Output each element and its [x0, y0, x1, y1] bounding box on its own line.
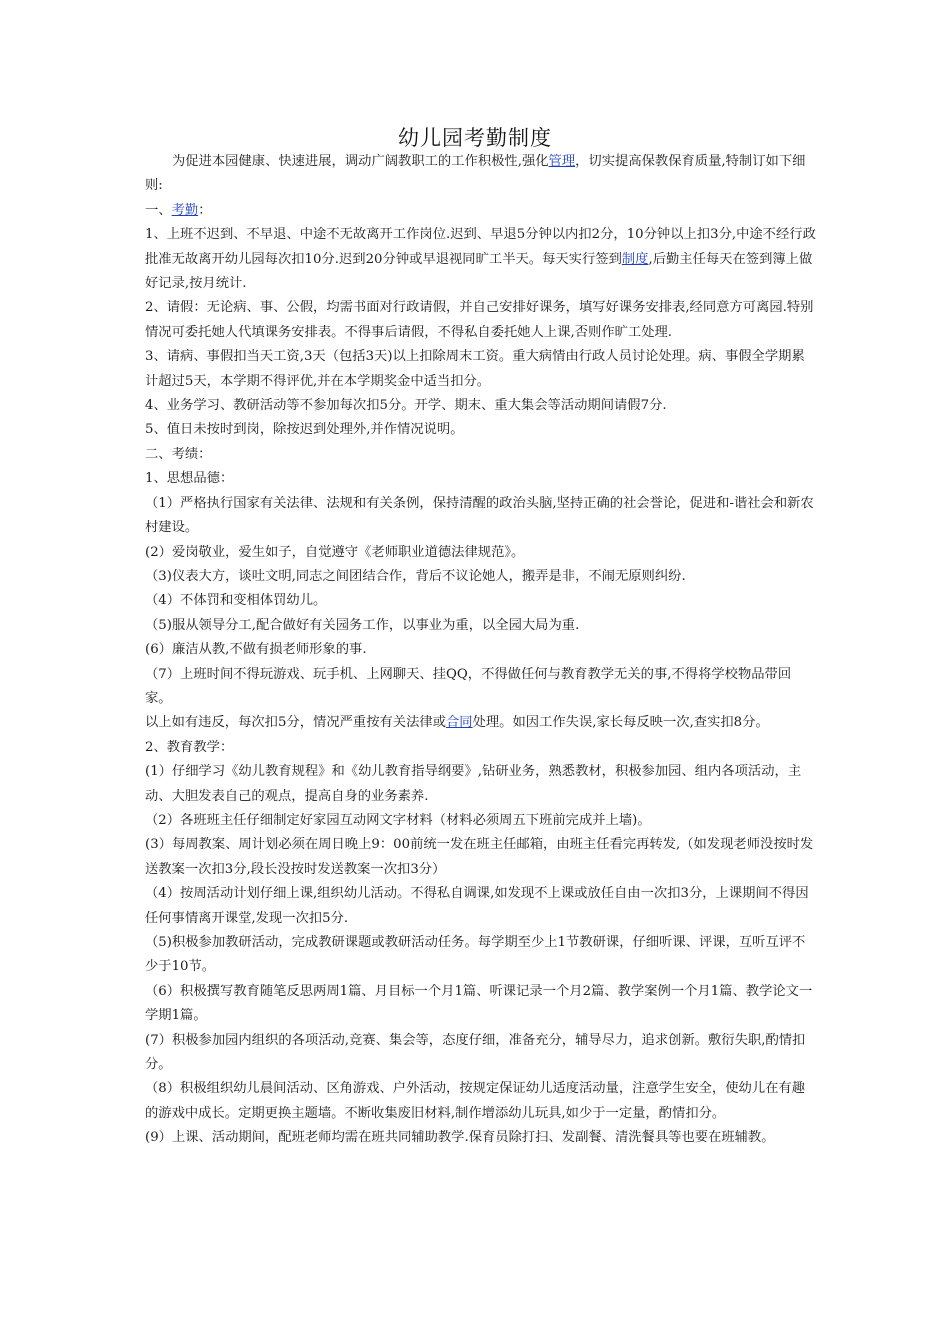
teaching-item-1: (1）仔细学习《幼儿教育规程》和《幼儿教育指导纲要》,钻研业务，熟悉教材，积极参加园、组内各项活动，主动、大胆发表自己的观点，提高自身的业务素养.	[145, 764, 802, 804]
subheading-teaching: 2、教育教学：	[145, 739, 234, 755]
contract-link[interactable]: 合同	[446, 715, 473, 731]
teaching-item-2: （2）各班班主任仔细制定好家园互动网文字材料（材料必须周五下班前完成并上墙)。	[145, 812, 651, 828]
teaching-item-7: (7）积极参加园内组织的各项活动,竞赛、集会等，态度仔细，准备充分，辅导尽力，追求创新。敷衍失职,酌情扣分。	[145, 1032, 806, 1073]
teaching-item-8: （8）积极组织幼儿晨间活动、区角游戏、户外活动，按规定保证幼儿适度活动量，注意学生安全，使幼儿在有趣的游戏中成长。定期更换主题墙。不断收集废旧材料,制作增添幼儿玩具,如少于一定量，酌情扣分。	[145, 1081, 806, 1121]
morality-note: 以上如有违反，每次扣5分，情况严重按有关法律或合同处理。如因工作失误,家长每反映一次,查实扣8分。	[145, 715, 769, 731]
attendance-item-1: 1、上班不迟到、不早退、中途不无故离开工作岗位.迟到、早退5分钟以内扣2分，10分钟以上扣3分,中途不经行政批准无故离开幼儿园每次扣10分.迟到20分钟或早退视同旷工半天。每天实行签到制度,后勤主任每天在签到簿上做好记录,按月统计.	[145, 227, 816, 292]
morality-item-7: （7）上班时间不得玩游戏、玩手机、上网聊天、挂QQ，不得做任何与教育教学无关的事,不得将学校物品带回家。	[145, 666, 792, 706]
morality-item-5: （5)服从领导分工,配合做好有关园务工作，以事业为重，以全园大局为重.	[145, 617, 580, 633]
section-heading-attendance: 一、考勤：	[145, 202, 212, 218]
teaching-item-9: (9）上课、活动期间，配班老师均需在班共同辅助教学.保育员除打扫、发副餐、清洗餐具等也要在班辅教。	[145, 1130, 775, 1146]
teaching-item-5: （5)积极参加教研活动，完成教研课题或教研活动任务。每学期至少上1节教研课，仔细听课、评课，互听互评不少于10节。	[145, 935, 806, 975]
subheading-morality: 1、思想品德：	[145, 471, 234, 487]
attendance-item-3: 3、请病、事假扣当天工资,3天（包括3天)以上扣除周末工资。重大病情由行政人员讨论处理。病、事假全学期累计超过5天，本学期不得评优,并在本学期奖金中适当扣分。	[145, 349, 805, 389]
morality-item-6: (6）廉洁从教,不做有损老师形象的事.	[145, 642, 367, 658]
teaching-item-3: (3）每周教案、周计划必须在周日晚上9：00前统一发在班主任邮箱，由班主任看完再转发,（如发现老师没按时发送教案一次扣3分,段长没按时发送教案一次扣3分）	[145, 837, 814, 877]
attendance-item-4: 4、业务学习、教研活动等不参加每次扣5分。开学、期末、重大集会等活动期间请假7分.	[145, 398, 667, 414]
section-heading-performance: 二、考绩：	[145, 446, 212, 462]
document-body	[145, 150, 817, 1151]
document-title: 幼儿园考勤制度	[398, 126, 552, 150]
attendance-item-5: 5、值日未按时到岗，除按迟到处理外,并作情况说明。	[145, 422, 464, 438]
attendance-link[interactable]: 考勤	[171, 202, 199, 218]
intro-paragraph: 为促进本园健康、快速进展，调动广阔教职工的工作积极性,强化管理，切实提高保教保育质量,特制订如下细则:	[145, 154, 806, 194]
teaching-item-6: （6）积极撰写教育随笔反思两周1篇、月目标一个月1篇、听课记录一个月2篇、教学案例一个月1篇、教学论文一学期1篇。	[145, 983, 813, 1024]
morality-item-4: （4）不体罚和变相体罚幼儿。	[145, 593, 327, 609]
attendance-item-2: 2、请假：无论病、事、公假，均需书面对行政请假，并自己安排好课务，填写好课务安排表,经同意方可离园.特别情况可委托她人代填课务安排表。不得事后请假，不得私自委托她人上课,否则作旷工处理.	[145, 300, 814, 340]
system-link[interactable]: 制度	[621, 251, 649, 267]
teaching-item-4: （4）按周活动计划仔细上课,组织幼儿活动。不得私自调课,如发现不上课或放任自由一次扣3分，上课期间不得因任何事情离开课堂,发现一次扣5分.	[145, 886, 809, 926]
morality-item-3: （3)仪表大方，谈吐文明,同志之间团结合作，背后不议论她人，搬弄是非，不闹无原则纠纷.	[145, 568, 686, 584]
management-link[interactable]: 管理	[548, 154, 576, 169]
morality-item-2: (2）爱岗敬业，爱生如子，自觉遵守《老师职业道德法律规范》。	[145, 544, 525, 560]
morality-item-1: （1）严格执行国家有关法律、法规和有关条例，保持清醒的政治头脑,坚持正确的社会誉论，促进和-谐社会和新农村建设。	[145, 495, 814, 536]
